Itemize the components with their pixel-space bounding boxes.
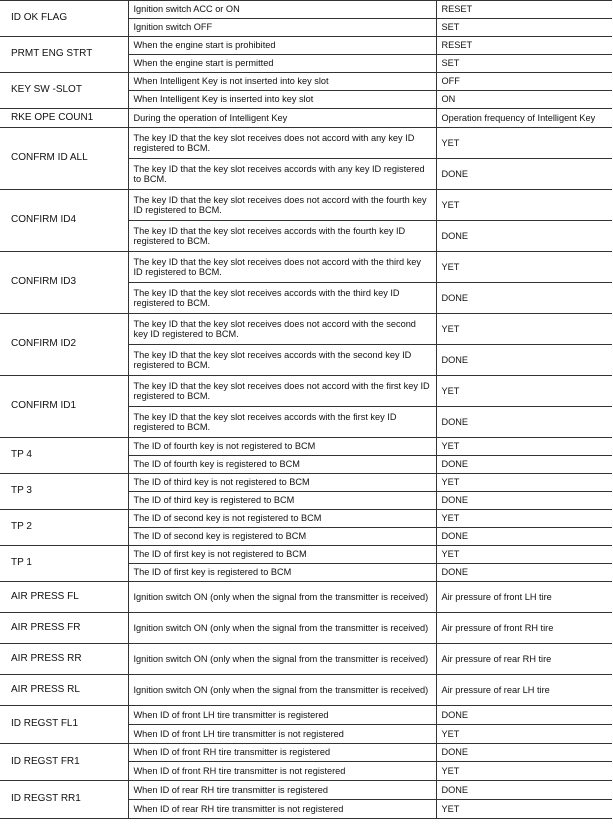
condition-cell: The key ID that the key slot receives accords with the second key ID registered to BCM. <box>128 345 436 376</box>
monitor-item-name: TP 1 <box>0 546 128 582</box>
condition-cell: The key ID that the key slot receives does not accord with any key ID registered to BCM. <box>128 128 436 159</box>
value-cell: DONE <box>436 159 612 190</box>
value-cell: DONE <box>436 492 612 510</box>
monitor-item-name: TP 2 <box>0 510 128 546</box>
table-row <box>0 510 612 528</box>
value-cell: Air pressure of front RH tire <box>436 613 612 644</box>
table-body <box>0 1 612 819</box>
value-cell: DONE <box>436 781 612 800</box>
condition-cell: Ignition switch ON (only when the signal from the transmitter is received) <box>128 613 436 644</box>
value-cell: DONE <box>436 528 612 546</box>
condition-cell: When ID of rear RH tire transmitter is not registered <box>128 800 436 819</box>
table-row <box>0 314 612 345</box>
condition-cell: When the engine start is permitted <box>128 55 436 73</box>
monitor-item-name: AIR PRESS FR <box>0 613 128 644</box>
table-row <box>0 675 612 706</box>
value-cell: YET <box>436 190 612 221</box>
condition-cell: The key ID that the key slot receives does not accord with the third key ID registered to BCM. <box>128 252 436 283</box>
monitor-item-name: CONFRM ID ALL <box>0 128 128 190</box>
monitor-item-name: TP 4 <box>0 438 128 474</box>
monitor-item-name: CONFIRM ID1 <box>0 376 128 438</box>
table-row <box>0 474 612 492</box>
condition-cell: The ID of fourth key is registered to BCM <box>128 456 436 474</box>
condition-cell: The ID of third key is not registered to BCM <box>128 474 436 492</box>
condition-cell: When ID of front RH tire transmitter is registered <box>128 744 436 762</box>
value-cell: YET <box>436 725 612 744</box>
condition-cell: When Intelligent Key is inserted into key slot <box>128 91 436 109</box>
value-cell: YET <box>436 314 612 345</box>
condition-cell: When the engine start is prohibited <box>128 37 436 55</box>
condition-cell: The key ID that the key slot receives does not accord with the first key ID registered to BCM. <box>128 376 436 407</box>
condition-cell: The key ID that the key slot receives accords with any key ID registered to BCM. <box>128 159 436 190</box>
value-cell: RESET <box>436 1 612 19</box>
table-row <box>0 1 612 19</box>
condition-cell: The key ID that the key slot receives accords with the first key ID registered to BCM. <box>128 407 436 438</box>
value-cell: YET <box>436 762 612 781</box>
value-cell: DONE <box>436 407 612 438</box>
table-row <box>0 781 612 800</box>
value-cell: DONE <box>436 744 612 762</box>
value-cell: RESET <box>436 37 612 55</box>
condition-cell: When ID of front LH tire transmitter is not registered <box>128 725 436 744</box>
condition-cell: Ignition switch ACC or ON <box>128 1 436 19</box>
value-cell: YET <box>436 510 612 528</box>
table-row <box>0 37 612 55</box>
condition-cell: The ID of second key is registered to BCM <box>128 528 436 546</box>
value-cell: YET <box>436 546 612 564</box>
value-cell: YET <box>436 128 612 159</box>
table-row <box>0 109 612 128</box>
condition-cell: When ID of front LH tire transmitter is registered <box>128 706 436 725</box>
value-cell: DONE <box>436 456 612 474</box>
table-row <box>0 744 612 762</box>
value-cell: Air pressure of front LH tire <box>436 582 612 613</box>
monitor-item-name: TP 3 <box>0 474 128 510</box>
condition-cell: Ignition switch ON (only when the signal from the transmitter is received) <box>128 582 436 613</box>
value-cell: Air pressure of rear LH tire <box>436 675 612 706</box>
table-row <box>0 376 612 407</box>
value-cell: ON <box>436 91 612 109</box>
monitor-item-name: AIR PRESS FL <box>0 582 128 613</box>
monitor-item-name: AIR PRESS RL <box>0 675 128 706</box>
monitor-item-name: CONFIRM ID3 <box>0 252 128 314</box>
value-cell: YET <box>436 800 612 819</box>
monitor-item-name: KEY SW -SLOT <box>0 73 128 109</box>
condition-cell: The ID of third key is registered to BCM <box>128 492 436 510</box>
condition-cell: When ID of front RH tire transmitter is not registered <box>128 762 436 781</box>
table-row <box>0 190 612 221</box>
value-cell: YET <box>436 474 612 492</box>
condition-cell: When ID of rear RH tire transmitter is registered <box>128 781 436 800</box>
table-row <box>0 644 612 675</box>
value-cell: OFF <box>436 73 612 91</box>
condition-cell: The ID of fourth key is not registered to BCM <box>128 438 436 456</box>
condition-cell: The ID of first key is registered to BCM <box>128 564 436 582</box>
value-cell: YET <box>436 438 612 456</box>
table-row <box>0 706 612 725</box>
condition-cell: The ID of first key is not registered to BCM <box>128 546 436 564</box>
condition-cell: During the operation of Intelligent Key <box>128 109 436 128</box>
table-row <box>0 252 612 283</box>
value-cell: Air pressure of rear RH tire <box>436 644 612 675</box>
condition-cell: The key ID that the key slot receives accords with the fourth key ID registered to BCM. <box>128 221 436 252</box>
monitor-item-name: ID REGST FL1 <box>0 706 128 744</box>
table-row <box>0 438 612 456</box>
condition-cell: Ignition switch ON (only when the signal from the transmitter is received) <box>128 644 436 675</box>
condition-cell: The key ID that the key slot receives does not accord with the second key ID registered to BCM. <box>128 314 436 345</box>
monitor-item-name: RKE OPE COUN1 <box>0 109 128 128</box>
monitor-item-name: AIR PRESS RR <box>0 644 128 675</box>
condition-cell: When Intelligent Key is not inserted into key slot <box>128 73 436 91</box>
value-cell: SET <box>436 19 612 37</box>
table-row <box>0 613 612 644</box>
value-cell: Operation frequency of Intelligent Key <box>436 109 612 128</box>
condition-cell: Ignition switch ON (only when the signal from the transmitter is received) <box>128 675 436 706</box>
value-cell: DONE <box>436 706 612 725</box>
value-cell: DONE <box>436 283 612 314</box>
monitor-item-name: ID REGST FR1 <box>0 744 128 781</box>
monitor-item-name: ID OK FLAG <box>0 1 128 37</box>
table-row <box>0 128 612 159</box>
value-cell: SET <box>436 55 612 73</box>
condition-cell: The key ID that the key slot receives accords with the third key ID registered to BCM. <box>128 283 436 314</box>
value-cell: DONE <box>436 345 612 376</box>
value-cell: YET <box>436 252 612 283</box>
condition-cell: The key ID that the key slot receives does not accord with the fourth key ID registered to BCM. <box>128 190 436 221</box>
value-cell: DONE <box>436 564 612 582</box>
monitor-item-name: CONFIRM ID2 <box>0 314 128 376</box>
value-cell: YET <box>436 376 612 407</box>
monitor-item-name: ID REGST RR1 <box>0 781 128 819</box>
table-row <box>0 582 612 613</box>
monitor-item-name: CONFIRM ID4 <box>0 190 128 252</box>
monitor-item-name: PRMT ENG STRT <box>0 37 128 73</box>
condition-cell: The ID of second key is not registered to BCM <box>128 510 436 528</box>
value-cell: DONE <box>436 221 612 252</box>
condition-cell: Ignition switch OFF <box>128 19 436 37</box>
table-row <box>0 546 612 564</box>
table-row <box>0 73 612 91</box>
